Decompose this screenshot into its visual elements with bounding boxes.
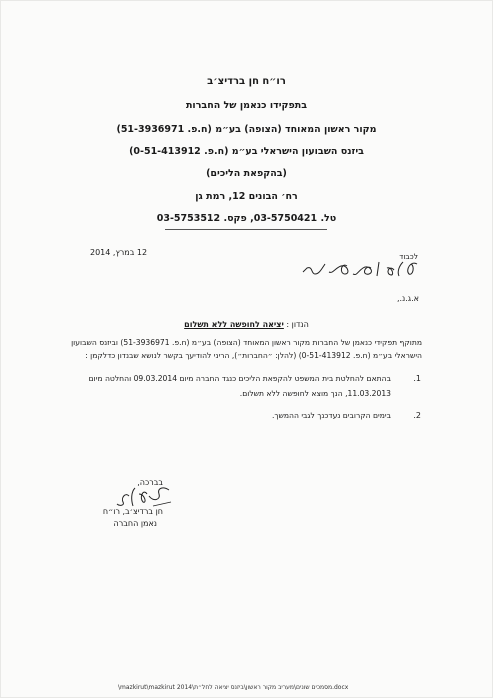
intro-line-2: הישראלי בע״מ (ח.פ. 0-51-413912) (להלן: ״החברות״), הריני להודיעך בקשר לנושא שבנדון כדלקמן :	[85, 351, 422, 360]
footer-file-path: \mazkirut\mazkirut 2014\מסמכים שונים\מעריב מקור ראשון\ביזנס יציאה לחל״ת.docx	[118, 684, 349, 691]
signer-name: חן ברדיצ׳ב, רו״ח	[102, 507, 163, 516]
letterhead-phone: טל. 03-5750421, פקס. 03-5753512	[156, 213, 337, 224]
item-1-line-2: 11.03.2013, הנך מוצא לחופשה ללא תשלום.	[239, 389, 391, 398]
letterhead-role: בתפקידו כנאמן של החברות	[185, 100, 308, 111]
signer-title: נאמן החברה	[113, 519, 157, 528]
to-label: לכבוד	[399, 252, 418, 261]
handwritten-recipient-name	[299, 256, 421, 280]
item-2-number: 2.	[413, 411, 421, 420]
closing: בברכה,	[137, 478, 163, 487]
intro-line-1: מתוקף תפקידי כנאמן של החברות מקור ראשון המאוחד (הצופה) בע״מ (ח.פ. 51-3936971) וביזנס השבועון	[71, 338, 422, 347]
letterhead-status: (בהקפאת הליכים)	[206, 168, 287, 179]
subject-label: הנדון :	[286, 320, 309, 329]
letterhead-company-2: ביזנס השבועון הישראלי בע״מ (ח.פ. 0-51-413912)	[129, 146, 364, 157]
item-1-number: 1.	[413, 374, 421, 383]
letterhead-address: רח׳ הבונים 12, רמת גן	[195, 191, 298, 202]
letterhead-divider	[165, 229, 327, 230]
greeting: א.ג.נ.,	[396, 294, 419, 303]
subject-text: יציאה לחופשה ללא תשלום	[184, 320, 284, 329]
subject-line	[0, 320, 493, 329]
letterhead-company-1: מקור ראשון המאוחד (הצופה) בע״מ (ח.פ. 51-3936971)	[116, 124, 377, 135]
item-1-line-1: בהתאם להחלטת בית המשפט להקפאת הליכים כנגד החברה מיום 09.03.2014 והחלטה מיום	[88, 374, 391, 383]
item-2-line-1: בימים הקרובים נעדכנך לגבי ההמשך.	[271, 411, 391, 420]
letter-date: 12 במרץ, 2014	[90, 248, 148, 257]
letterhead-name: רו״ח חן ברדיצ׳ב	[207, 76, 286, 87]
